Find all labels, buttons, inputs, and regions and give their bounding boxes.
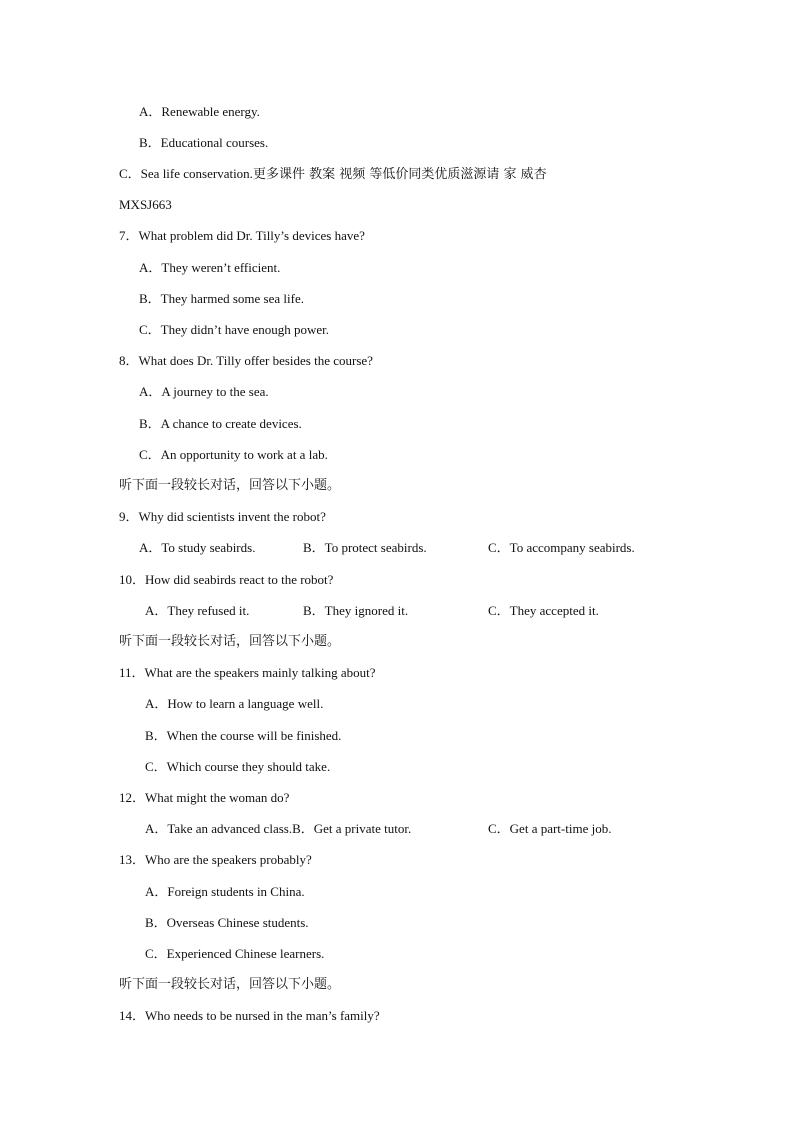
q8-option-b: B．A chance to create devices. (139, 416, 302, 431)
q12-option-b: B．Get a private tutor. (292, 821, 412, 836)
q7-option-b: B．They harmed some sea life. (139, 291, 304, 306)
q12-stem: 12．What might the woman do? (119, 790, 290, 805)
q7-option-c: C．They didn’t have enough power. (139, 322, 330, 337)
q12-option-a: A．Take an advanced class. (145, 821, 293, 836)
q7-stem: 7．What problem did Dr. Tilly’s devices have? (119, 228, 365, 243)
q11-option-a: A．How to learn a language well. (145, 696, 324, 711)
q7-option-a: A．They weren’t efficient. (139, 260, 281, 275)
q12-option-a-b-line (145, 820, 411, 838)
q13-option-c: C．Experienced Chinese learners. (145, 946, 325, 961)
section-instruction: 听下面一段较长对话，回答以下小题。 (119, 634, 341, 649)
q10-option-a: A．They refused it. (145, 603, 250, 618)
section-instruction: 听下面一段较长对话，回答以下小题。 (119, 977, 341, 992)
q11-option-b: B．When the course will be finished. (145, 728, 342, 743)
q14-stem: 14．Who needs to be nursed in the man’s family? (119, 1008, 380, 1023)
q9-stem: 9．Why did scientists invent the robot? (119, 509, 326, 524)
q6-option-a: A．Renewable energy. (139, 104, 260, 119)
q9-option-b: B．To protect seabirds. (303, 540, 427, 555)
q11-option-c: C．Which course they should take. (145, 759, 331, 774)
q8-option-a: A．A journey to the sea. (139, 384, 269, 399)
q13-option-a: A．Foreign students in China. (145, 884, 305, 899)
q13-stem: 13．Who are the speakers probably? (119, 852, 312, 867)
q8-option-c: C．An opportunity to work at a lab. (139, 447, 328, 462)
q12-option-c: C．Get a part-time job. (488, 821, 612, 836)
q6-option-c: C．Sea life conservation. (119, 166, 253, 181)
q8-stem: 8．What does Dr. Tilly offer besides the course? (119, 353, 373, 368)
promo-code: MXSJ663 (119, 197, 172, 212)
q9-option-c: C．To accompany seabirds. (488, 540, 635, 555)
q13-option-b: B．Overseas Chinese students. (145, 915, 309, 930)
q10-option-b: B．They ignored it. (303, 603, 409, 618)
q10-stem: 10．How did seabirds react to the robot? (119, 572, 334, 587)
q9-option-a: A．To study seabirds. (139, 540, 256, 555)
q6-option-c-line (119, 165, 547, 184)
q6-option-b: B．Educational courses. (139, 135, 269, 150)
section-instruction: 听下面一段较长对话，回答以下小题。 (119, 478, 341, 493)
promo-text: 更多课件 教案 视频 等低价同类优质滋源请 家 威杏 (252, 167, 547, 182)
q10-option-c: C．They accepted it. (488, 603, 599, 618)
q11-stem: 11．What are the speakers mainly talking about? (119, 665, 376, 680)
